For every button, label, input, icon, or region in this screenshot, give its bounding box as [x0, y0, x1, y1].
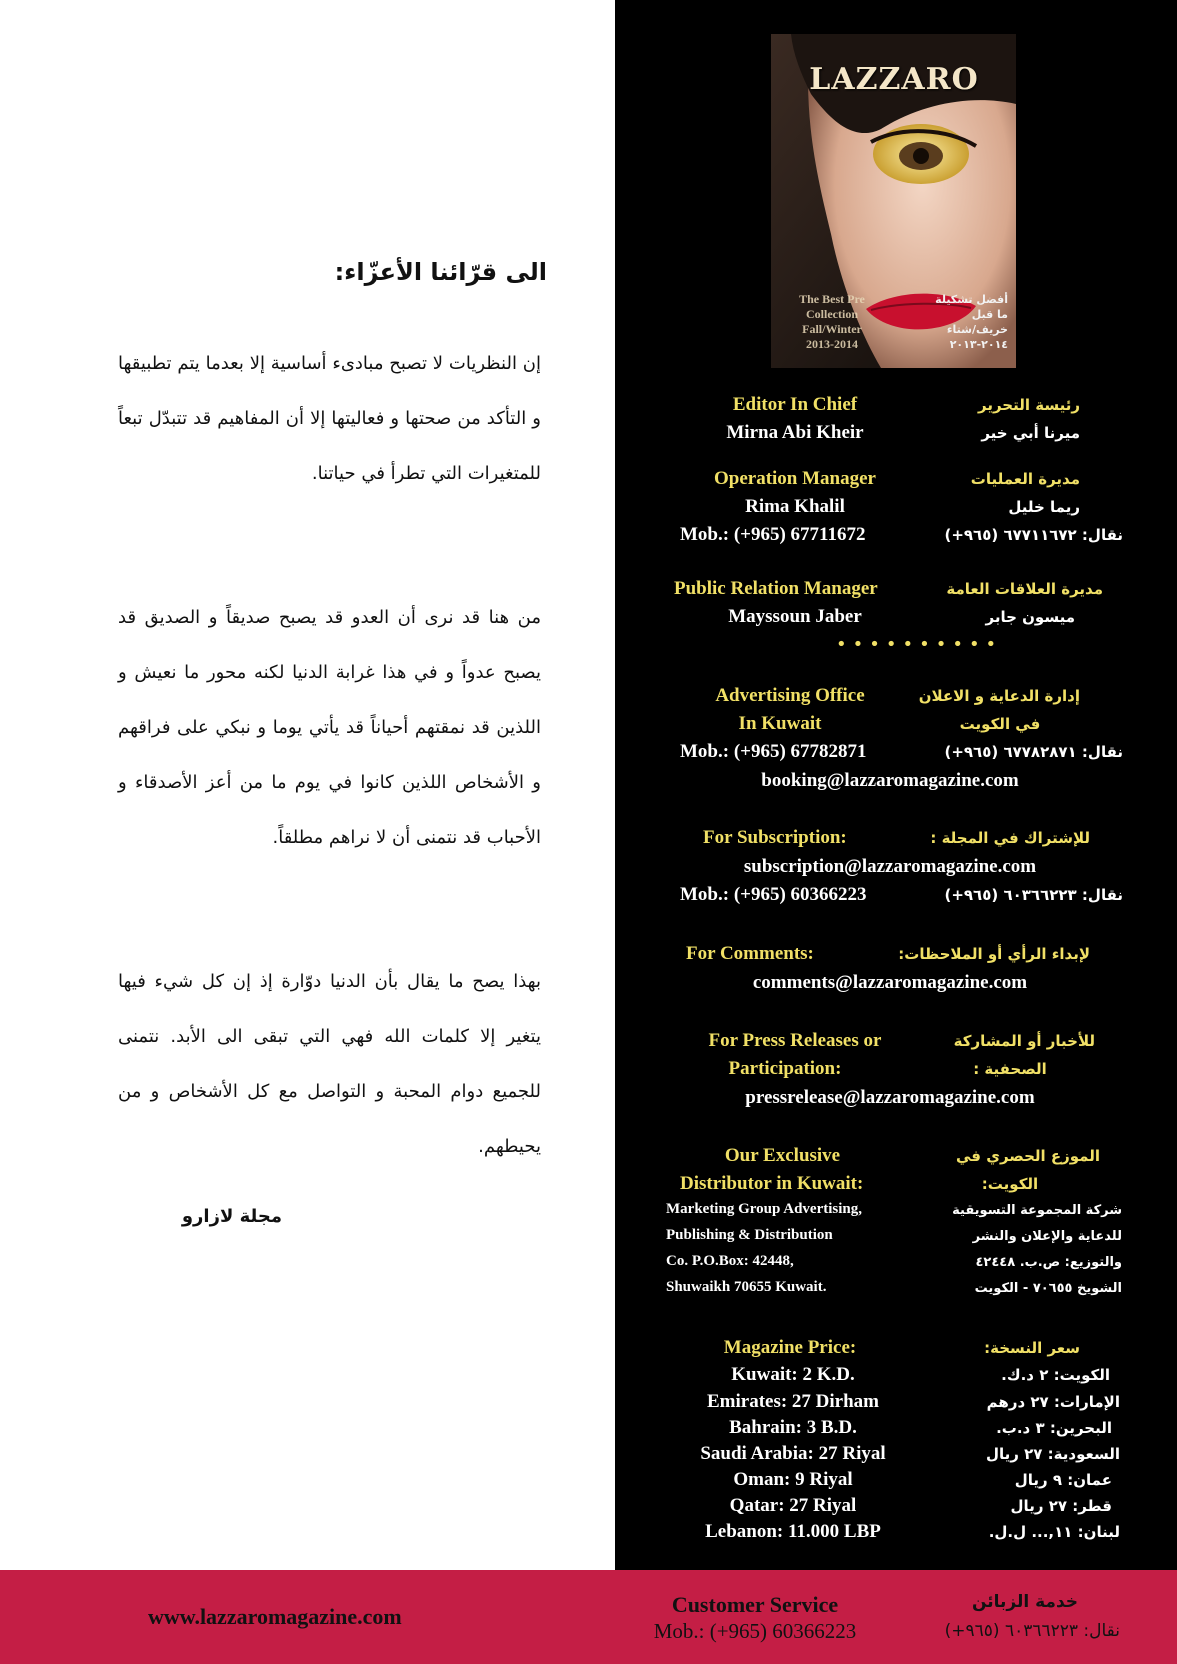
adv-mobile-ar: نقال: ٦٧٧٨٢٨٧١ (٩٦٥+) — [944, 743, 1123, 761]
sub-mobile-ar: نقال: ٦٠٣٦٦٢٢٣ (٩٦٥+) — [944, 886, 1123, 904]
dist-address-ar-line: شركة المجموعة التسويقية — [952, 1203, 1122, 1218]
sub-heading-en: For Subscription: — [703, 827, 847, 848]
price-en-row: Emirates: 27 Dirham — [706, 1391, 880, 1412]
cover-ar-line: أفضل تشكيلة — [935, 293, 1008, 306]
letter-paragraph-3: بهذا يصح ما يقال بأن الدنيا دوّارة إذ إن كل شيء فيها يتغير إلا كلمات الله فهي التي تبقى الى الأبد. نتمنى للجميع دوام المحبة و التواصل مع كل الأشخاص و من يحيطهم. — [118, 971, 541, 1157]
adv-heading-en-1: Advertising Office — [715, 685, 865, 706]
press-heading-ar-1: للأخبار أو المشاركة — [953, 1032, 1095, 1050]
price-ar-row: السعودية: ٢٧ ريال — [985, 1445, 1120, 1463]
pr-heading-ar: مديرة العلاقات العامة — [946, 580, 1103, 598]
customer-service-heading-en: Customer Service — [671, 1592, 839, 1617]
customer-service-mobile-ar: نقال: ٦٠٣٦٦٢٢٣ (٩٦٥+) — [944, 1621, 1120, 1641]
dist-heading-ar-2: الكويت: — [981, 1175, 1039, 1193]
pr-name-ar: ميسون جابر — [985, 608, 1075, 626]
adv-heading-ar-1: إدارة الدعاية و الاعلان — [918, 687, 1080, 705]
cover-ar-line: خريف/شتاء — [946, 323, 1008, 336]
dist-address-ar-line: للدعاية والإعلان والنشر — [972, 1229, 1122, 1244]
pr-heading-en: Public Relation Manager — [674, 578, 878, 599]
price-ar-row: عمان: ٩ ريال — [1014, 1471, 1112, 1489]
comments-email-link[interactable]: comments@lazzaromagazine.com — [752, 972, 1028, 993]
ops-name-en: Rima Khalil — [745, 496, 845, 517]
ops-name-ar: ريما خليل — [1008, 498, 1080, 516]
price-en-row: Oman: 9 Riyal — [733, 1469, 853, 1490]
adv-heading-en-2: In Kuwait — [738, 713, 822, 734]
dist-address-en-line: Publishing & Distribution — [666, 1227, 833, 1243]
customer-service-mobile-en: Mob.: (+965) 60366223 — [653, 1619, 857, 1643]
letter-paragraph-1: إن النظريات لا تصبح مبادىء أساسية إلا بعدما يتم تطبيقها و التأكد من صحتها و فعاليتها إلا أن المفاهيم قد تتبدّل تبعاً للمتغيرات التي تطرأ في حياتنا. — [118, 353, 541, 484]
price-ar-row: الكويت: ٢ د.ك. — [1001, 1366, 1110, 1384]
price-en-row: Saudi Arabia: 27 Riyal — [700, 1443, 886, 1464]
cover-en-line: Collection — [806, 307, 858, 321]
cover-ar-line: ما قبل — [971, 308, 1008, 321]
dist-heading-en-2: Distributor in Kuwait: — [680, 1173, 864, 1194]
dist-heading-en-1: Our Exclusive — [724, 1145, 841, 1166]
price-heading-ar: سعر النسخة: — [984, 1339, 1080, 1357]
adv-email-link[interactable]: booking@lazzaromagazine.com — [761, 770, 1019, 791]
price-ar-row: قطر: ٢٧ ريال — [1010, 1497, 1112, 1515]
pr-name-en: Mayssoun Jaber — [728, 606, 862, 627]
cover-en-line: The Best Pre — [799, 292, 865, 306]
press-heading-ar-2: الصحفية : — [973, 1060, 1047, 1078]
dist-address-en-line: Shuwaikh 70655 Kuwait. — [666, 1279, 827, 1295]
sub-mobile-en: Mob.: (+965) 60366223 — [680, 884, 867, 905]
editor-heading-en: Editor In Chief — [732, 394, 858, 415]
separator-dots: •••••••••• — [836, 634, 1003, 655]
footer-website-link[interactable]: www.lazzaromagazine.com — [148, 1604, 402, 1629]
price-en-row: Bahrain: 3 B.D. — [729, 1417, 857, 1438]
cover-ar-line: ٢٠١٤-٢٠١٣ — [949, 338, 1008, 351]
adv-mobile-en: Mob.: (+965) 67782871 — [680, 741, 867, 762]
ops-heading-ar: مديرة العمليات — [970, 470, 1080, 488]
letter-signature: مجلة لازارو — [181, 1206, 282, 1227]
price-ar-row: الإمارات: ٢٧ درهم — [986, 1393, 1120, 1411]
adv-heading-ar-2: في الكويت — [959, 715, 1041, 733]
cover-en-line: Fall/Winter — [802, 322, 862, 336]
letter-title: الى قرّائنا الأعزّاء: — [334, 258, 547, 286]
dist-address-en-line: Marketing Group Advertising, — [666, 1201, 862, 1217]
press-heading-en-1: For Press Releases or — [708, 1030, 882, 1051]
price-heading-en: Magazine Price: — [723, 1337, 857, 1358]
dist-address-en-line: Co. P.O.Box: 42448, — [666, 1253, 794, 1269]
letter-paragraph-2: من هنا قد نرى أن العدو قد يصبح صديقاً و الصديق قد يصبح عدواً و في هذا غرابة الدنيا لكنه محور ما نعيش و اللذين قد نمقتهم أحياناً قد يأتي يوما و نبكي على فراقهم و الأشخاص اللذين كانوا في يوم ما من أعز الأصدقاء و الأحباب قد نتمنى أن لا نراهم مطلقاً. — [118, 607, 541, 848]
press-heading-en-2: Participation: — [728, 1058, 842, 1079]
comments-heading-en: For Comments: — [686, 943, 814, 964]
comments-heading-ar: لإبداء الرأي أو الملاحظات: — [898, 945, 1090, 963]
price-ar-row: البحرين: ٣ د.ب. — [996, 1419, 1112, 1437]
editor-name-ar: ميرنا أبي خير — [981, 424, 1080, 442]
sub-heading-ar: للإشتراك في المجلة : — [930, 829, 1090, 847]
ops-mobile-ar: نقال: ٦٧٧١١٦٧٢ (٩٦٥+) — [944, 526, 1123, 544]
dist-address-ar-line: الشويخ ٧٠٦٥٥ - الكويت — [974, 1281, 1122, 1296]
cover-en-line: 2013-2014 — [806, 337, 858, 351]
press-email-link[interactable]: pressrelease@lazzaromagazine.com — [745, 1087, 1035, 1108]
sub-email-link[interactable]: subscription@lazzaromagazine.com — [743, 856, 1037, 877]
price-ar-row: لبنان: ١١,... ل.ل. — [988, 1523, 1120, 1541]
magazine-cover-image — [771, 34, 1016, 368]
customer-service-heading-ar: خدمة الزبائن — [971, 1592, 1079, 1612]
ops-mobile-en: Mob.: (+965) 67711672 — [680, 524, 866, 545]
price-en-row: Kuwait: 2 K.D. — [731, 1364, 855, 1385]
editor-name-en: Mirna Abi Kheir — [726, 422, 864, 443]
price-en-row: Lebanon: 11.000 LBP — [705, 1521, 881, 1542]
cover-brand-logo: LAZZARO — [809, 62, 979, 97]
cover-english-tagline — [777, 292, 887, 352]
cover-arabic-tagline — [908, 292, 1008, 352]
ops-heading-en: Operation Manager — [713, 468, 876, 489]
price-en-row: Qatar: 27 Riyal — [729, 1495, 857, 1516]
dist-address-ar-line: والتوزيع: ص.ب. ٤٢٤٤٨ — [975, 1255, 1122, 1270]
editor-heading-ar: رئيسة التحرير — [978, 396, 1080, 414]
dist-heading-ar-1: الموزع الحصري في — [955, 1147, 1100, 1165]
